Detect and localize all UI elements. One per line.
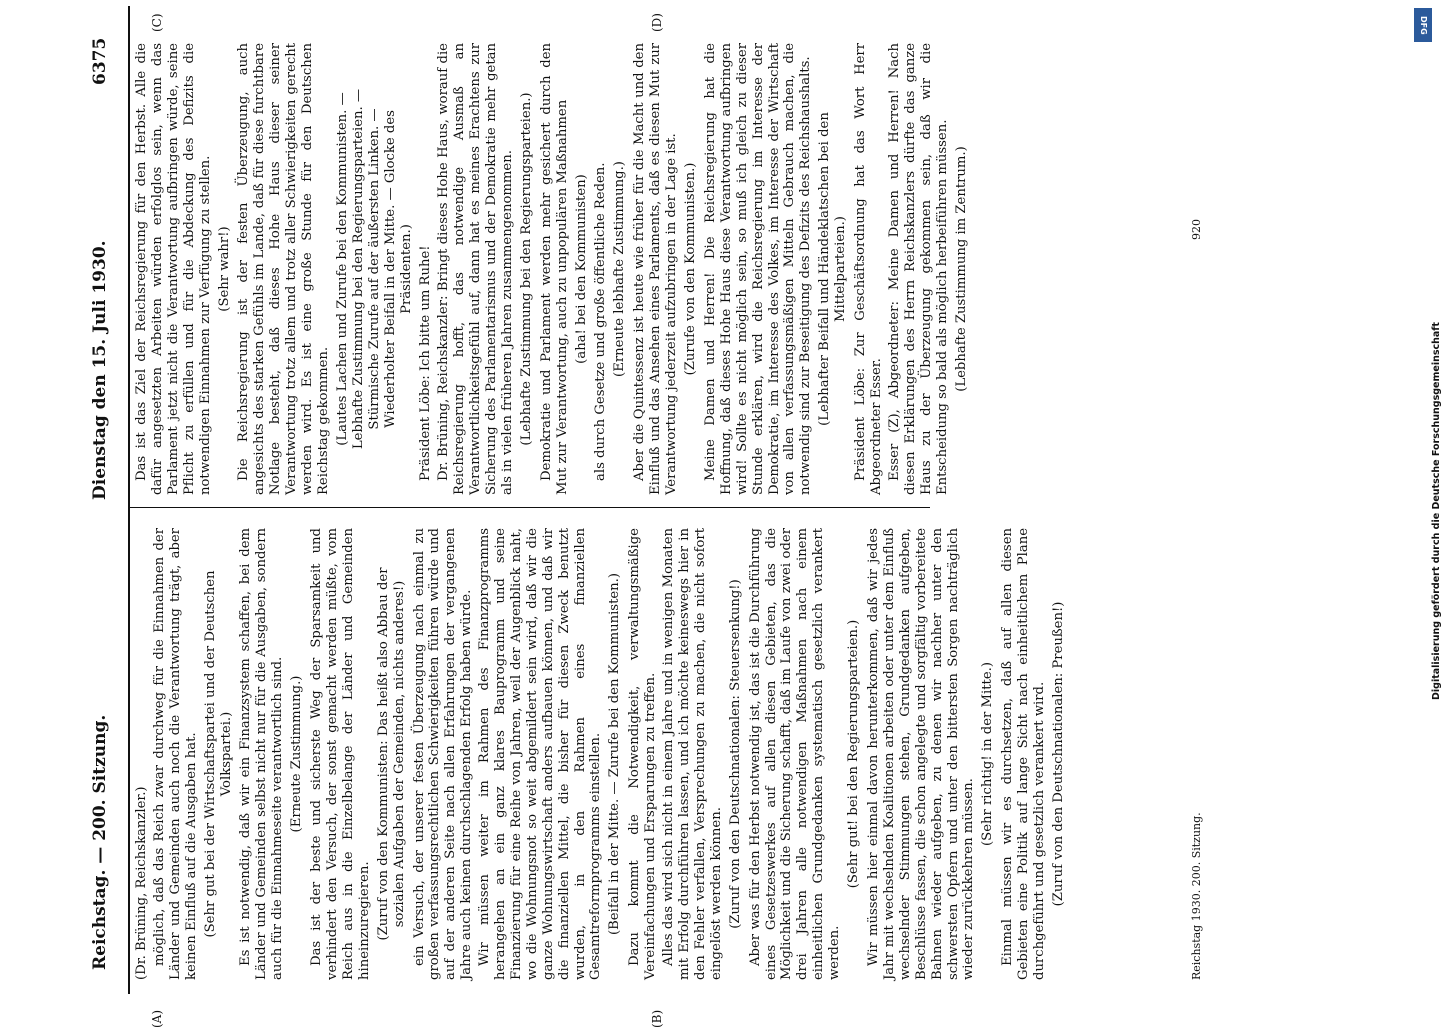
column-divider [130, 507, 930, 508]
speech-paragraph: möglich, daß das Reich zwar durchweg für die Einnahmen der Länder und Gemeinden auch noch die Verantwortung trägt, aber keinen Einfluß auf die Ausgaben hat. [151, 528, 199, 980]
interjection: (Zuruf von den Deutschnationalen: Preußen!) [1050, 601, 1066, 907]
speech-paragraph: Es ist notwendig, daß wir ein Finanzsystem schaffen, bei dem Länder und Gemeinden selbst nicht nur für die Ausgaben, sondern auch für die Einnahmeseite verantwortlich sind. [238, 528, 286, 980]
interjection: (Lebhafte Zustimmung bei den Regierungsparteien.) [518, 92, 534, 446]
page-number: 6375 [90, 37, 110, 85]
footer-left: Reichstag 1930. 200. Sitzung. [1190, 812, 1203, 980]
speech-paragraph: Aber was für den Herbst notwendig ist, das ist die Durchführung eines Gesetzeswerkes auf allen diesen Gebieten, das die Möglichkeit und die Sicherung schafft, daß im Laufe von zwei oder drei Jahren alle notwendigen Maßnahmen nach einem einheitlichen Grundgedanken systematisch gesetzlich verankert werden. [747, 528, 843, 980]
interjection: (Zuruf von den Deutschnationalen: Steuersenkung!) [727, 579, 743, 929]
header-center: Dienstag den 15. Juli 1930. [90, 240, 110, 500]
speech-paragraph: Aber die Quintessenz ist heute wie früher für die Macht und den Einfluß und das Ansehen eines Parlaments, daß es diesen Mut zur Verantwortung jederzeit aufzubringen in der Lage ist. [632, 43, 680, 495]
speech-paragraph: Das ist der beste und sicherste Weg der Sparsamkeit und verhindert den Versuch, der sonst gemacht werden müßte, vom Reich aus in die Einzelbelange der Länder und Gemeinden hineinzuregieren. [309, 528, 372, 980]
interjection: (Sehr wahr!) [216, 226, 232, 312]
interjection: (Zurufe von den Kommunisten.) [683, 162, 698, 376]
marker-b: (B) [650, 1009, 664, 1028]
speech-paragraph: Alles das wird sich nicht in einem Jahre und in wenigen Monaten mit Erfolg durchführen lassen, und ich möchte keineswegs hier in den Fehler verfallen, Versprechungen zu machen, die nicht sofort eingelöst werden können. [661, 528, 724, 980]
interjection: (Erneute lebhafte Zustimmung.) [612, 161, 628, 377]
speech-paragraph: Dazu kommt die Notwendigkeit, verwaltungsmäßige Vereinfachungen und Ersparungen zu treffen. [627, 528, 659, 980]
interjection: (Lautes Lachen und Zurufe bei den Kommunisten. — Lebhafte Zustimmung bei den Regierungsparteien. — Stürmische Zurufe auf der äußersten Linken. — Wiederholter Beifall in der Mitte. — Glocke des Präsidenten.) [334, 88, 414, 450]
interjection: (Dr. Brüning, Reichskanzler.) [134, 786, 149, 980]
marker-d: (D) [650, 13, 664, 32]
interjection: (Sehr gut bei der Wirtschaftspartei und der Deutschen Volkspartei.) [202, 570, 234, 938]
interjection: (Erneute Zustimmung.) [289, 675, 305, 833]
speech-paragraph: Präsident Löbe: Zur Geschäftsordnung hat das Wort Herr Abgeordneter Esser. [853, 43, 884, 495]
footer-right: 920 [1190, 219, 1203, 240]
header-rule [128, 6, 130, 994]
marker-a: (A) [150, 1009, 164, 1028]
interjection: (Zuruf von den Kommunisten: Das heißt also Abbau der sozialen Aufgaben der Gemeinden, nichts anderes!) [375, 567, 407, 941]
interjection: (Lebhafte Zustimmung im Zentrum.) [953, 146, 969, 392]
interjection: (Sehr gut! bei den Regierungsparteien.) [846, 619, 862, 889]
header-left: Reichstag. — 200. Sitzung. [90, 714, 110, 970]
right-column [134, 43, 973, 495]
dfg-sidebar [1408, 0, 1442, 1000]
speech-paragraph: Demokratie und Parlament werden mehr gesichert durch den Mut zur Verantwortung, auch zu unpopulären Maßnahmen [538, 43, 570, 495]
interjection: (aha! bei den Kommunisten) [573, 174, 589, 364]
marker-c: (C) [150, 13, 164, 32]
left-column [134, 528, 1071, 980]
speech-paragraph: Einmal müssen wir es durchsetzen, daß auf allen diesen Gebieten eine Politik auf lange Sicht nach einheitlichem Plane durchgeführt und gesetzlich verankert wird. [1000, 528, 1048, 980]
speech-paragraph: Esser (Z), Abgeordneter: Meine Damen und Herren! Nach diesen Erklärungen des Herrn Reichskanzlers dürfte das ganze Haus zu der Überzeugung gekommen sein, daß wir die Entscheidung so bald als möglich herbeiführen müssen. [886, 43, 950, 495]
rotated-scan [90, 0, 1390, 1028]
interjection: (Sehr richtig! in der Mitte.) [980, 662, 996, 846]
speech-paragraph: Dr. Brüning, Reichskanzler: Bringt dieses Hohe Haus, worauf die Reichsregierung hofft, das notwendige Ausmaß an Verantwortlichkeitsgefühl auf, dann hat es meines Erachtens zur Sicherung des Parlamentarismus und der Demokratie mehr getan als in vielen früheren Jahren zusammengenommen. [436, 43, 515, 495]
interjection: (Lebhafter Beifall und Händeklatschen bei den Mittelparteien.) [817, 112, 849, 426]
speech-paragraph: als durch Gesetze und große öffentliche Reden. [593, 162, 609, 481]
speech-paragraph: Die Reichsregierung ist der festen Überzeugung, auch angesichts des starken Gefühls im Lande, daß für diese furchtbare Notlage besteht, daß dieses Hohe Haus dieser seiner Verantwortung trotz allem und trotz aller Schwierigkeiten gerecht werden wird. Es ist eine große Stunde für den Deutschen Reichstag gekommen. [236, 43, 331, 495]
speech-paragraph: Wir müssen hier einmal davon herunterkommen, daß wir jedes Jahr mit wechselnden Koalitionen arbeiten oder unter dem Einfluß wechselnder Stimmungen stehen, Grundgedanken aufgeben, Beschlüsse fassen, die schon angelegte und sorgfältig vorbereitete Bahnen wieder aufgeben, zu denen wir nachher unter den schwersten Opfern und unter den bittersten Sorgen nachträglich wieder zurückkehren müssen. [865, 528, 977, 980]
speech-paragraph: Präsident Löbe: Ich bitte um Ruhe! [418, 245, 434, 481]
interjection: (Beifall in der Mitte. — Zurufe bei den Kommunisten.) [607, 572, 623, 936]
speech-paragraph: Meine Damen und Herren! Die Reichsregierung hat die Hoffnung, daß dieses Hohe Haus diese Verantwortung aufbringen wird! Sollte es nicht möglich sein, so muß ich gleich zu dieser Stunde erklären, wird die Reichsregierung im Interesse der Demokratie, im Interesse des Volkes, im Interesse der Wirtschaft von allen verfassungsmäßigen Mitteln Gebrauch machen, die notwendig sind zur Beseitigung des Defizits des Reichshaushalts. [702, 43, 814, 495]
dfg-credit: Digitalisierung gefördert durch die Deutsche Forschungsgemeinschaft [1431, 322, 1442, 700]
speech-paragraph: Wir müssen weiter im Rahmen des Finanzprogramms herangehen an ein ganz klares Bauprogramm und seine Finanzierung für eine Reihe von Jahren, weil der Augenblick naht, wo die Wohnungsnot so weit abgemildert sein wird, daß wir die ganze Wohnungswirtschaft anders aufbauen können, und daß wir die finanziellen Mittel, die bisher für diesen Zweck benutzt wurden, in den Rahmen eines finanziellen Gesamtreformprogramms einstellen. [477, 528, 604, 980]
dfg-logo-icon: DFG [1414, 8, 1432, 42]
speech-paragraph: ein Versuch, der unserer festen Überzeugung nach einmal zu großen verfassungsrechtlichen Schwierigkeiten führen würde und auf der anderen Seite nach allen Erfahrungen der vergangenen Jahre auch keinen durchschlagenden Erfolg haben würde. [411, 528, 475, 980]
speech-paragraph: Das ist das Ziel der Reichsregierung für den Herbst. Alle die dafür angesetzten Arbeiten würden erfolglos sein, wenn das Parlament jetzt nicht die Verantwortung aufbringen würde, seine Pflicht zu erfüllen und für die Abdeckung des Defizits die notwendigen Einnahmen zur Verfügung zu stellen. [134, 43, 213, 495]
